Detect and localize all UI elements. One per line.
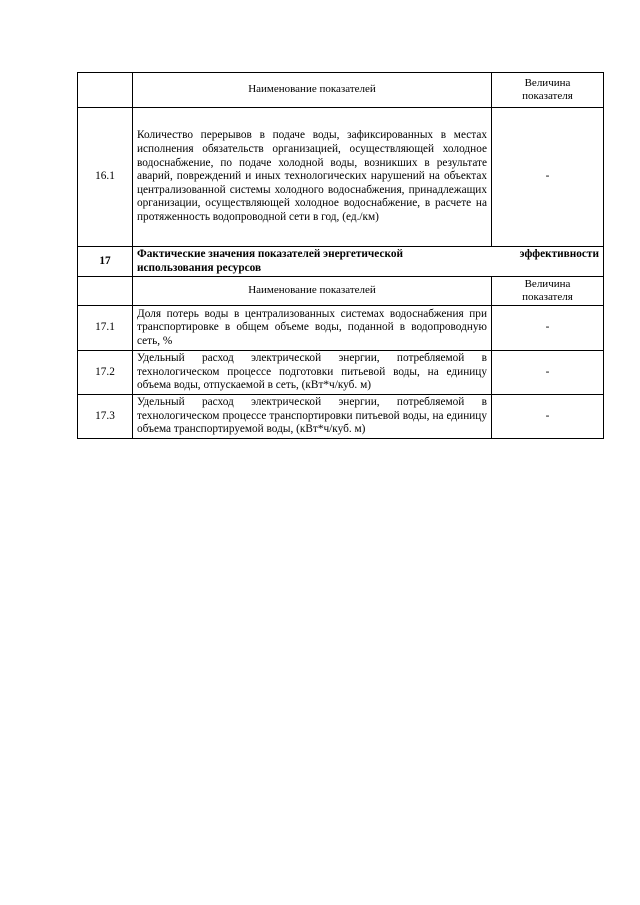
section-title-part1: Фактические значения показателей энергетической (137, 248, 403, 260)
row-number: 17.3 (78, 395, 133, 439)
header-value-line1: Величина (524, 77, 571, 89)
row-number: 17.2 (78, 351, 133, 395)
header-number-cell (78, 73, 133, 108)
header-number-cell (78, 277, 133, 306)
row-value: - (492, 306, 604, 351)
section-title-part2: эффективности (519, 248, 599, 260)
header-value-cell (492, 73, 604, 108)
header-value-line1: Величина (524, 278, 571, 291)
header-name-cell: Наименование показателей (133, 277, 492, 306)
row-value: - (492, 395, 604, 439)
row-description: Удельный расход электрической энергии, потребляемой в технологическом процессе транспортировки питьевой воды, на единицу объема транспортируемой воды, (кВт*ч/куб. м) (133, 395, 492, 439)
row-description: Удельный расход электрической энергии, потребляемой в технологическом процессе подготовки питьевой воды, на единицу объема воды, отпускаемой в сеть, (кВт*ч/куб. м) (133, 351, 492, 395)
indicators-table (77, 72, 604, 439)
table-row (78, 395, 604, 439)
row-description: Количество перерывов в подаче воды, зафиксированных в местах исполнения обязательств организацией, осуществляющей холодное водоснабжение, по подаче холодной воды, возникших в результате аварий, повреждений и иных технологических нарушений на объектах централизованной системы холодного водоснабжения, принадлежащих организации, осуществляющей холодное водоснабжение, в расчете на протяженность водопроводной сети в год, (ед./км) (133, 108, 492, 247)
section-title-line1 (137, 248, 599, 262)
table-header-row (78, 73, 604, 108)
row-number: 17.1 (78, 306, 133, 351)
section-title-line2: использования ресурсов (137, 261, 262, 274)
section-title (133, 247, 604, 277)
header-value-cell (492, 277, 604, 306)
row-number: 16.1 (78, 108, 133, 247)
header-value-line2: показателя (522, 291, 573, 304)
header-name-cell: Наименование показателей (133, 73, 492, 108)
section-row (78, 247, 604, 277)
table-row (78, 351, 604, 395)
table-row (78, 306, 604, 351)
row-value: - (492, 108, 604, 247)
table-row (78, 108, 604, 247)
section-number: 17 (78, 247, 133, 277)
row-description: Доля потерь воды в централизованных системах водоснабжения при транспортировке в общем объеме воды, поданной в водопроводную сеть, % (133, 306, 492, 351)
table-header-row (78, 277, 604, 306)
header-value-line2: показателя (522, 90, 573, 102)
row-value: - (492, 351, 604, 395)
